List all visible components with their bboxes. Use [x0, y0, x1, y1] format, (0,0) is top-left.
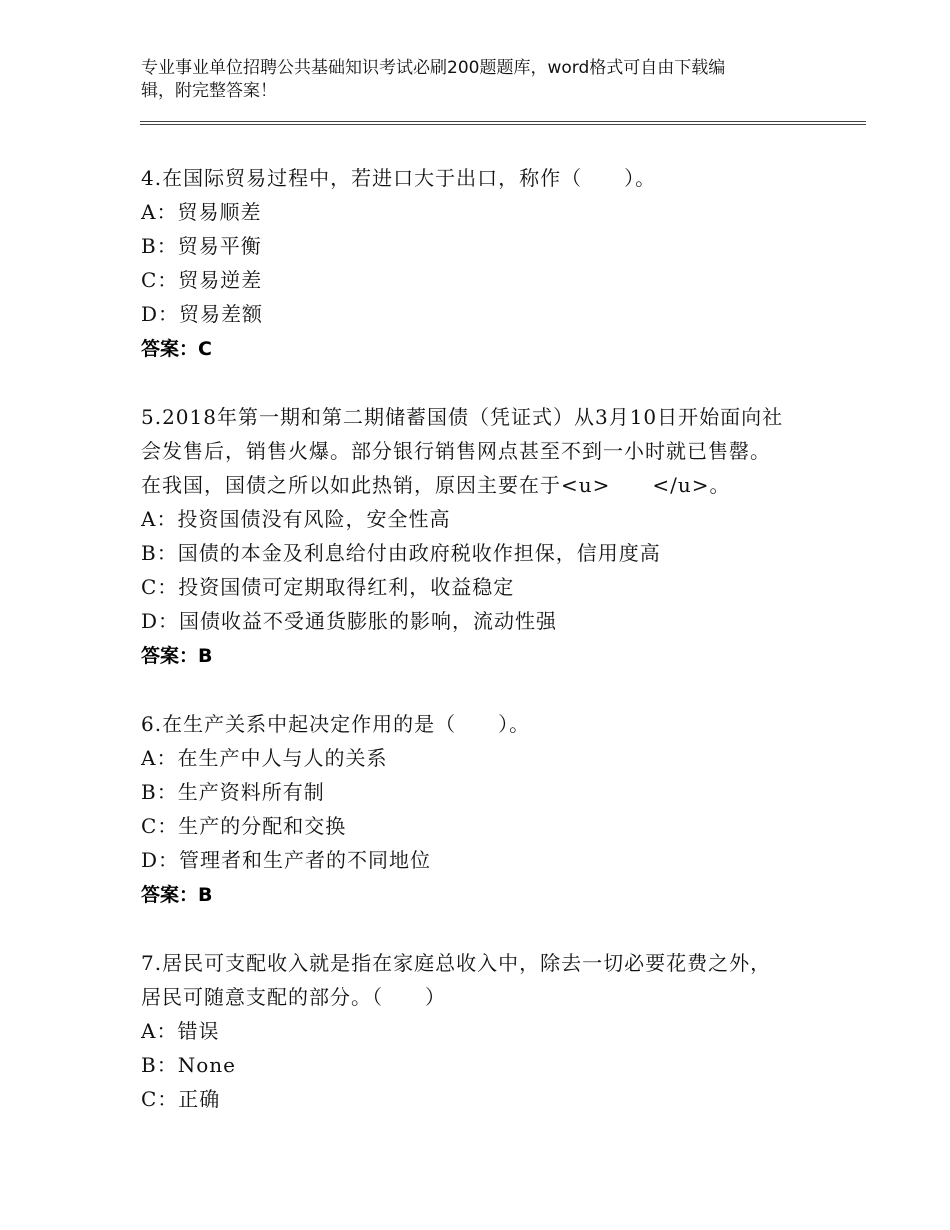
- header-line-2: 辑，附完整答案！: [141, 81, 277, 101]
- question-6-option-b: B：生产资料所有制: [141, 780, 325, 804]
- question-7-stem-line-2: 居民可随意支配的部分。（ ）: [141, 985, 446, 1009]
- question-6-option-d: D：管理者和生产者的不同地位: [141, 848, 432, 872]
- question-5-option-d: D：国债收益不受通货膨胀的影响，流动性强: [141, 609, 558, 633]
- question-5-option-b: B：国债的本金及利息给付由政府税收作担保，信用度高: [141, 541, 661, 565]
- question-6-option-a: A：在生产中人与人的关系: [141, 746, 388, 770]
- question-4-option-c: C：贸易逆差: [141, 268, 263, 292]
- header-divider-bottom: [140, 124, 866, 125]
- question-5-stem-line-3: 在我国，国债之所以如此热销，原因主要在于<u> </u>。: [141, 473, 731, 497]
- question-5-stem-line-1: 5.2018年第一期和第二期储蓄国债（凭证式）从3月10日开始面向社: [141, 405, 784, 429]
- question-5-answer: 答案：B: [141, 645, 213, 667]
- question-7-option-c: C：正确: [141, 1087, 221, 1111]
- header-divider-top: [140, 121, 866, 122]
- question-6-option-c: C：生产的分配和交换: [141, 814, 347, 838]
- document-header: [141, 57, 801, 103]
- question-6-answer: 答案：B: [141, 884, 213, 906]
- question-4-option-d: D：贸易差额: [141, 302, 264, 326]
- question-4-option-a: A：贸易顺差: [141, 200, 262, 224]
- question-4-option-b: B：贸易平衡: [141, 234, 262, 258]
- question-7-option-a: A：错误: [141, 1019, 220, 1043]
- question-5-option-a: A：投资国债没有风险，安全性高: [141, 507, 451, 531]
- question-5-option-c: C：投资国债可定期取得红利，收益稳定: [141, 575, 515, 599]
- question-4-answer: 答案：C: [141, 338, 212, 360]
- question-6-stem: 6.在生产关系中起决定作用的是（ ）。: [141, 712, 531, 736]
- question-5-stem-line-2: 会发售后，销售火爆。部分银行销售网点甚至不到一小时就已售罄。: [141, 439, 771, 463]
- header-line-1: 专业事业单位招聘公共基础知识考试必刷200题题库，word格式可自由下载编: [141, 58, 726, 78]
- question-7-option-b: B：None: [141, 1053, 236, 1077]
- question-7-stem-line-1: 7.居民可支配收入就是指在家庭总收入中，除去一切必要花费之外，: [141, 951, 772, 975]
- question-4-stem: 4.在国际贸易过程中，若进口大于出口，称作（ ）。: [141, 166, 657, 190]
